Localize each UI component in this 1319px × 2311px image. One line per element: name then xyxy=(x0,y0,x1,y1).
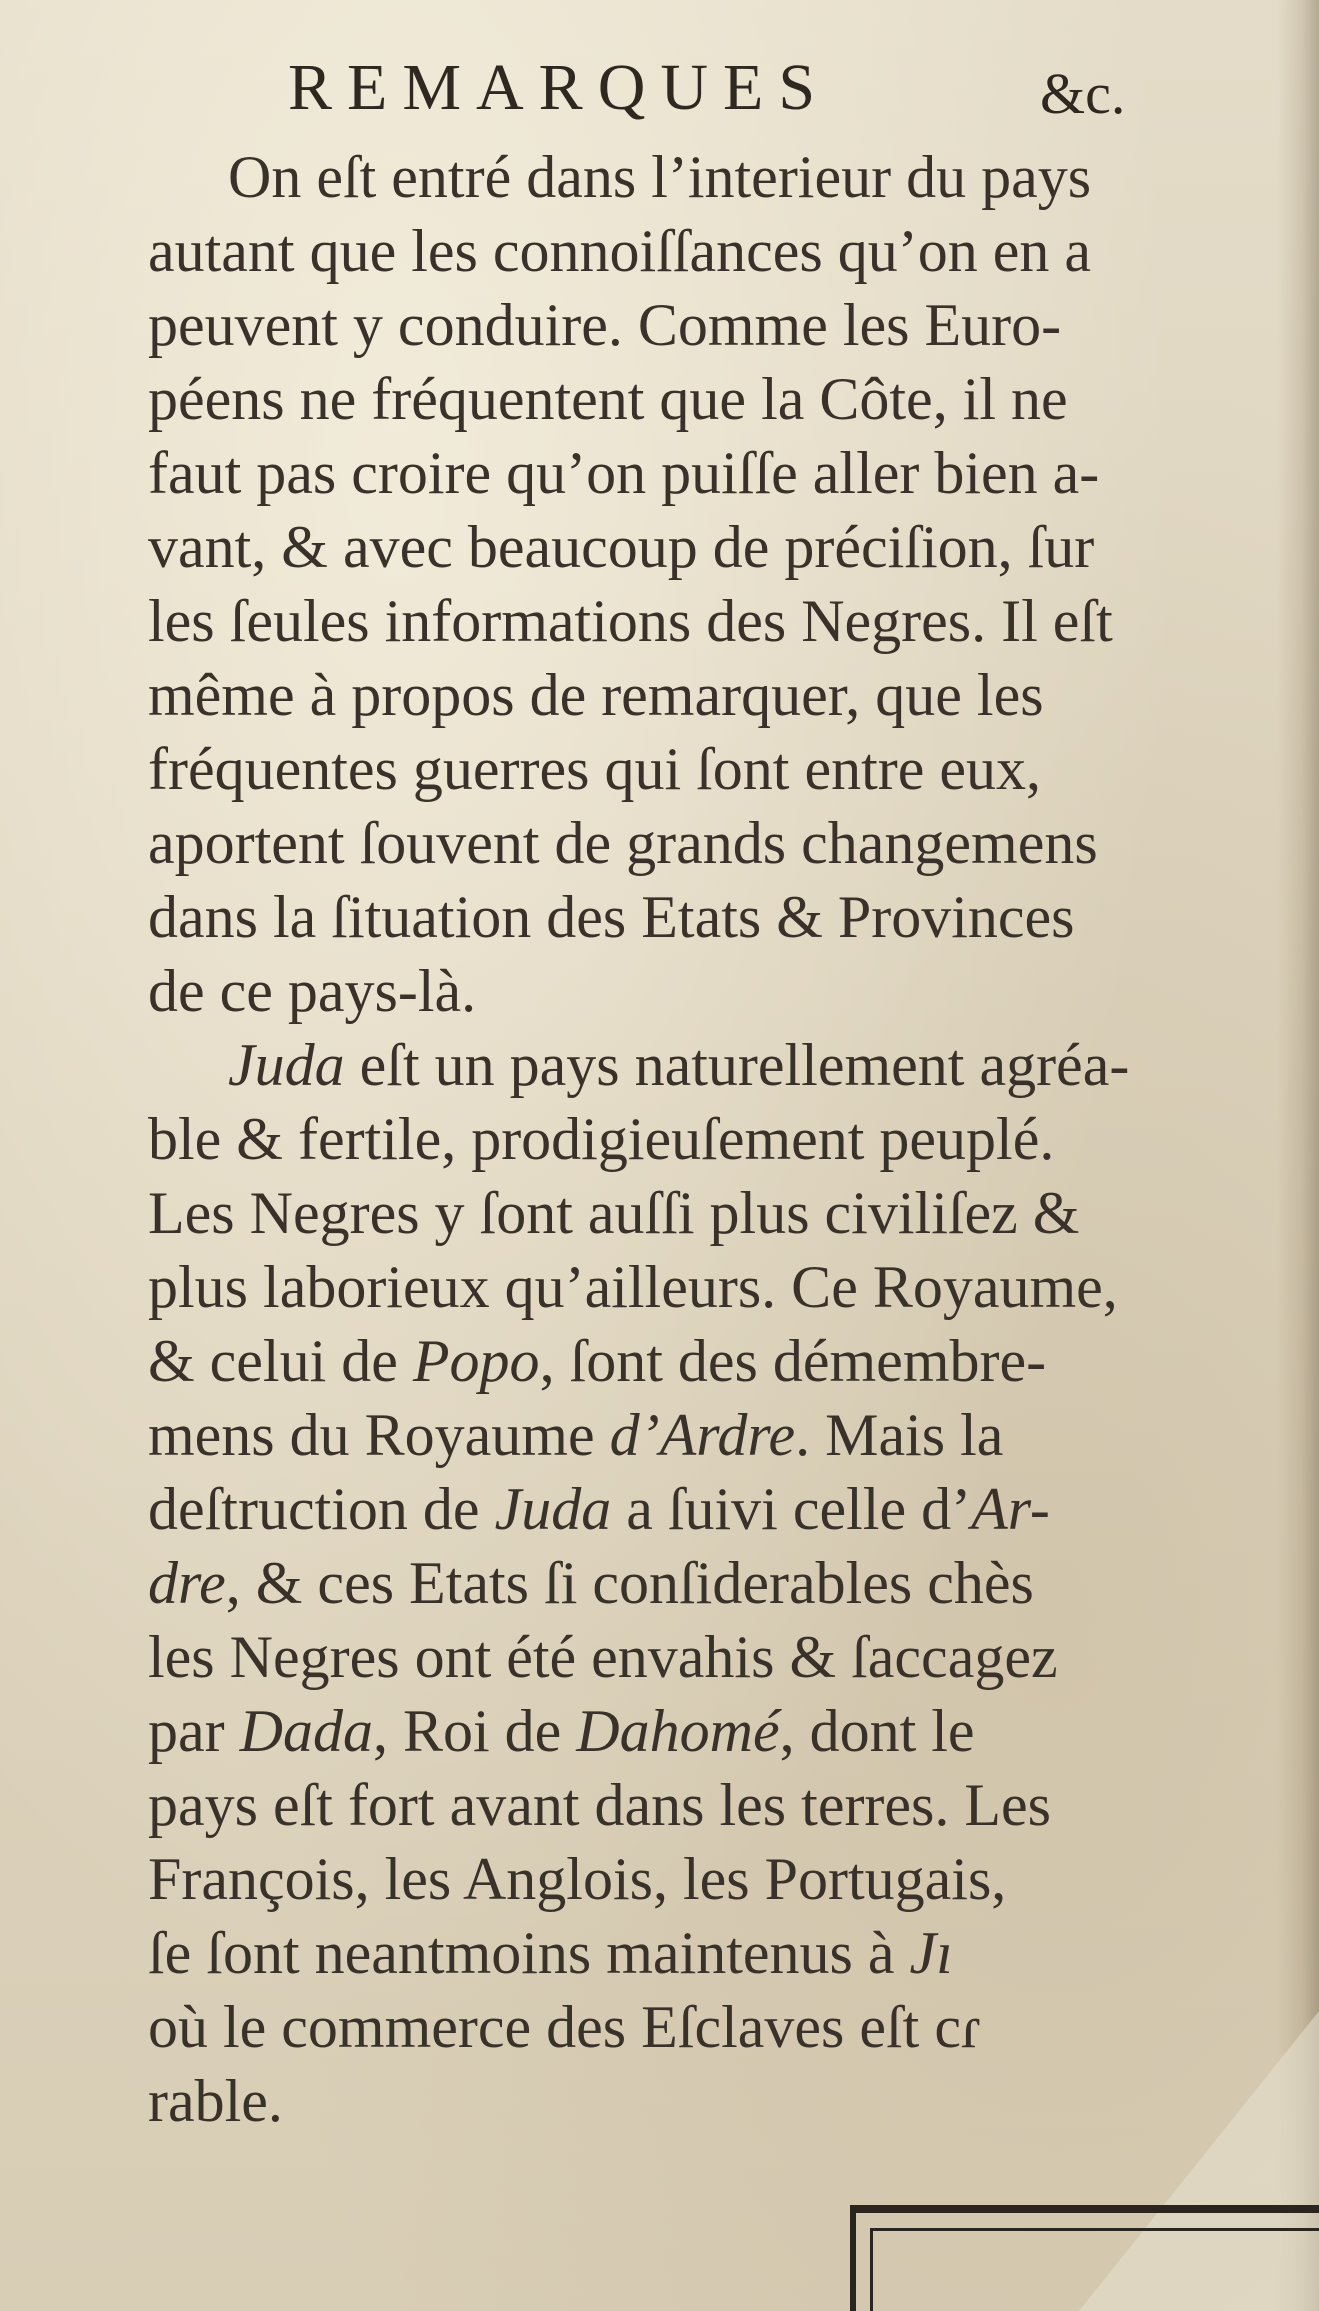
text-run: François, les Anglois, les Portugais, xyxy=(148,1846,1007,1912)
text-run: a ſuivi celle d’ xyxy=(611,1476,972,1542)
text-run: , ſont des démembre- xyxy=(539,1328,1047,1394)
italic-text: Dada xyxy=(239,1698,373,1764)
text-run: dans la ſituation des Etats & Provinces xyxy=(148,884,1075,950)
text-line xyxy=(148,954,1278,1028)
text-run: faut pas croire qu’on puiſſe aller bien a- xyxy=(148,440,1100,506)
text-run: . Mais la xyxy=(795,1402,1004,1468)
italic-text: Juda xyxy=(228,1032,345,1098)
text-line xyxy=(148,1990,1278,2064)
text-run: pays eſt fort avant dans les terres. Les xyxy=(148,1772,1052,1838)
text-line xyxy=(148,140,1278,214)
body-text xyxy=(148,140,1278,2138)
text-line xyxy=(148,1102,1278,1176)
text-run: Les Negres y ſont auſſi plus civiliſez & xyxy=(148,1180,1080,1246)
text-line xyxy=(148,1768,1278,1842)
text-run: mens du Royaume xyxy=(148,1402,610,1468)
text-line xyxy=(148,1028,1278,1102)
italic-text: Ar- xyxy=(971,1476,1050,1542)
text-line xyxy=(148,1398,1278,1472)
text-run: & celui de xyxy=(148,1328,413,1394)
text-run: fréquentes guerres qui ſont entre eux, xyxy=(148,736,1041,802)
text-run: autant que les connoiſſances qu’on en a xyxy=(148,218,1092,284)
text-run: ſe ſont neantmoins maintenus à xyxy=(148,1920,910,1986)
text-line xyxy=(148,1546,1278,1620)
text-line xyxy=(148,732,1278,806)
running-header-etc: &c. xyxy=(1040,61,1126,126)
map-frame-inner xyxy=(870,2228,1319,2311)
text-line xyxy=(148,362,1278,436)
text-line xyxy=(148,436,1278,510)
text-line xyxy=(148,1176,1278,1250)
italic-text: dre xyxy=(148,1550,226,1616)
text-line xyxy=(148,510,1278,584)
text-run: vant, & avec beaucoup de préciſion, ſur xyxy=(148,514,1095,580)
running-header: REMARQUES xyxy=(288,51,831,124)
page-edge-shadow xyxy=(1277,0,1319,2311)
text-run: eſt un pays naturellement agréa- xyxy=(344,1032,1130,1098)
text-line xyxy=(148,1694,1278,1768)
text-run: par xyxy=(148,1698,240,1764)
text-line xyxy=(148,1472,1278,1546)
text-run: même à propos de remarquer, que les xyxy=(148,662,1044,728)
text-run: On eſt entré dans l’interieur du pays xyxy=(228,144,1092,210)
text-line xyxy=(148,214,1278,288)
text-run: où le commerce des Eſclaves eſt cɾ xyxy=(148,1994,981,2060)
text-run: , Roi de xyxy=(372,1698,577,1764)
text-line xyxy=(148,806,1278,880)
text-line xyxy=(148,584,1278,658)
text-line xyxy=(148,1916,1278,1990)
italic-text: d’Ardre xyxy=(609,1402,796,1468)
italic-text: Dahomé xyxy=(576,1698,780,1764)
text-run: les ſeules informations des Negres. Il eſt xyxy=(148,588,1113,654)
text-line xyxy=(148,1842,1278,1916)
text-run: ble & fertile, prodigieuſement peuplé. xyxy=(148,1106,1055,1172)
text-line xyxy=(148,288,1278,362)
text-line xyxy=(148,1250,1278,1324)
text-run: péens ne fréquentent que la Côte, il ne xyxy=(148,366,1068,432)
text-line xyxy=(148,1620,1278,1694)
italic-text: Jı xyxy=(909,1920,953,1986)
text-run: les Negres ont été envahis & ſaccagez xyxy=(148,1624,1058,1690)
text-run: de ce pays-là. xyxy=(148,958,477,1024)
text-run: aportent ſouvent de grands changemens xyxy=(148,810,1098,876)
text-line xyxy=(148,1324,1278,1398)
text-run: deſtruction de xyxy=(148,1476,495,1542)
text-run: rable. xyxy=(148,2068,283,2134)
text-line xyxy=(148,658,1278,732)
text-run: plus laborieux qu’ailleurs. Ce Royaume, xyxy=(148,1254,1118,1320)
text-run: peuvent y conduire. Comme les Euro- xyxy=(148,292,1062,358)
italic-text: Popo xyxy=(412,1328,540,1394)
text-line xyxy=(148,2064,1278,2138)
italic-text: Juda xyxy=(494,1476,612,1542)
text-run: , & ces Etats ſi conſiderables chès xyxy=(225,1550,1034,1616)
text-line xyxy=(148,880,1278,954)
text-run: , dont le xyxy=(779,1698,975,1764)
